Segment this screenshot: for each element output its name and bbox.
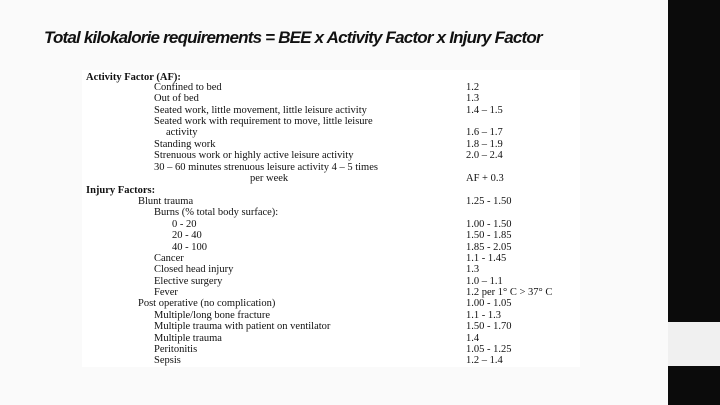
table-row	[82, 230, 580, 242]
row-value: 1.8 – 1.9	[466, 139, 503, 150]
table-row	[82, 173, 580, 185]
factor-table-image	[82, 70, 580, 367]
row-value: 1.2	[466, 82, 480, 93]
row-label: 20 - 40	[172, 230, 202, 241]
row-label: Confined to bed	[154, 82, 222, 93]
row-value: 1.25 - 1.50	[466, 196, 512, 207]
row-value: 1.1 - 1.45	[466, 253, 507, 264]
row-value: 1.3	[466, 264, 480, 275]
row-value: 1.85 - 2.05	[466, 242, 512, 253]
row-label: Elective surgery	[154, 276, 223, 287]
row-label: Sepsis	[154, 355, 181, 366]
table-row	[82, 127, 580, 139]
row-label: Cancer	[154, 253, 184, 264]
row-label: 30 – 60 minutes strenuous leisure activity 4 – 5 times	[154, 162, 378, 173]
row-label: Seated work with requirement to move, little leisure	[154, 116, 373, 127]
table-row	[82, 207, 580, 219]
row-value: 1.4 – 1.5	[466, 105, 503, 116]
row-label: Out of bed	[154, 93, 199, 104]
row-value: AF + 0.3	[466, 173, 504, 184]
side-bar-dark-block	[668, 366, 720, 405]
row-label: Multiple trauma with patient on ventilator	[154, 321, 331, 332]
row-value: 1.00 - 1.50	[466, 219, 512, 230]
row-value: 1.50 - 1.70	[466, 321, 512, 332]
row-label: Strenuous work or highly active leisure activity	[154, 150, 354, 161]
row-label: Multiple/long bone fracture	[154, 310, 271, 321]
table-row	[82, 264, 580, 276]
row-label: Burns (% total body surface):	[154, 207, 279, 218]
row-label: Seated work, little movement, little leisure activity	[154, 105, 367, 116]
activity-header-label: Activity Factor (AF):	[86, 72, 181, 83]
row-label: activity	[166, 127, 198, 138]
row-value: 1.3	[466, 93, 480, 104]
row-label: 40 - 100	[172, 242, 207, 253]
row-label: Fever	[154, 287, 178, 298]
row-value: 1.0 – 1.1	[466, 276, 503, 287]
row-label: Closed head injury	[154, 264, 234, 275]
row-label: 0 - 20	[172, 219, 197, 230]
row-label: Multiple trauma	[154, 333, 222, 344]
row-value: 1.1 - 1.3	[466, 310, 501, 321]
row-value: 1.6 – 1.7	[466, 127, 503, 138]
table-row	[82, 321, 580, 333]
row-label: Post operative (no complication)	[138, 298, 276, 309]
row-value: 1.2 per 1° C > 37° C	[466, 287, 553, 298]
row-label: Blunt trauma	[138, 196, 194, 207]
slide-title: Total kilokalorie requirements = BEE x Activity Factor x Injury Factor	[44, 28, 542, 47]
row-value: 1.2 – 1.4	[466, 355, 503, 366]
side-bar-light-block	[668, 322, 720, 366]
row-value: 1.50 - 1.85	[466, 230, 512, 241]
row-value: 1.4	[466, 333, 480, 344]
row-value: 2.0 – 2.4	[466, 150, 503, 161]
row-label: Standing work	[154, 139, 216, 150]
table-row	[82, 93, 580, 105]
injury-header-label: Injury Factors:	[86, 185, 156, 196]
table-row	[82, 298, 580, 310]
table-row	[82, 150, 580, 162]
row-label: per week	[250, 173, 289, 184]
row-value: 1.05 - 1.25	[466, 344, 512, 355]
row-label: Peritonitis	[154, 344, 198, 355]
table-row	[82, 355, 580, 367]
row-value: 1.00 - 1.05	[466, 298, 512, 309]
